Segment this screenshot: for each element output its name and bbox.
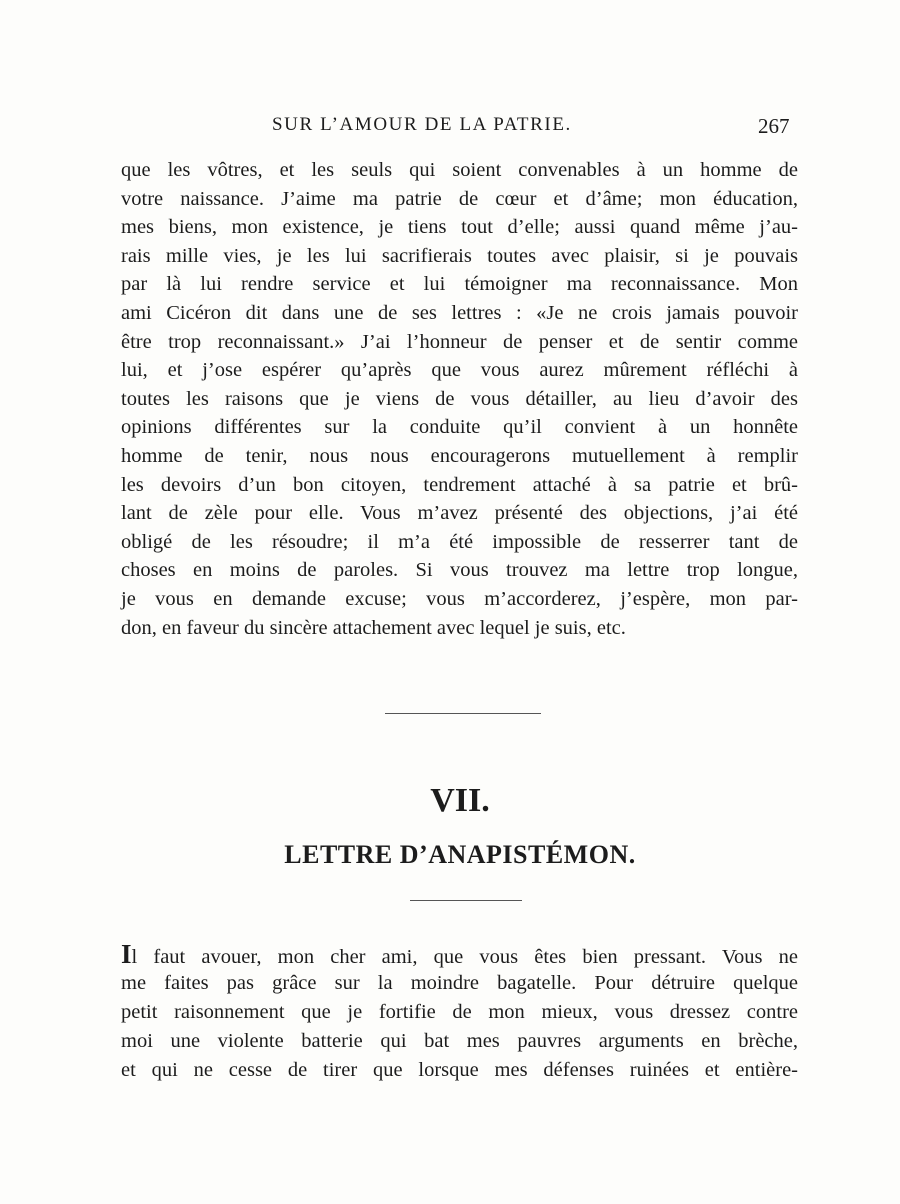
text-line: toutes les raisons que je viens de vous détailler, au lieu d’avoir des xyxy=(121,387,798,410)
text-line: lant de zèle pour elle. Vous m’avez présenté des objections, j’ai été xyxy=(121,502,798,525)
text-line-first xyxy=(121,940,798,969)
text-line: petit raisonnement que je fortifie de mon mieux, vous dressez contre xyxy=(121,1001,798,1023)
text-line: mes biens, mon existence, je tiens tout d’elle; aussi quand même j’au- xyxy=(121,216,798,239)
text-line: que les vôtres, et les seuls qui soient convenables à un homme de xyxy=(121,159,798,181)
section-title: LETTRE D’ANAPISTÉMON. xyxy=(284,840,636,869)
section-number: VII. xyxy=(430,782,490,819)
text-line: être trop reconnaissant.» J’ai l’honneur de penser et de sentir comme xyxy=(121,330,798,353)
drop-cap: I xyxy=(121,939,132,969)
section-divider xyxy=(385,713,541,714)
first-line-text: l faut avouer, mon cher ami, que vous êtes bien pressant. Vous ne xyxy=(131,946,798,968)
text-line: me faites pas grâce sur la moindre bagatelle. Pour détruire quelque xyxy=(121,972,798,994)
body-paragraph-2 xyxy=(121,940,798,1085)
text-line: lui, et j’ose espérer qu’après que vous aurez mûrement réfléchi à xyxy=(121,359,798,382)
text-line: rais mille vies, je les lui sacrifierais toutes avec plaisir, si je pouvais xyxy=(121,244,798,267)
text-line: les devoirs d’un bon citoyen, tendrement attaché à sa patrie et brû- xyxy=(121,473,798,496)
text-line: homme de tenir, nous nous encouragerons mutuellement à remplir xyxy=(121,444,798,467)
text-line: et qui ne cesse de tirer que lorsque mes défenses ruinées et entière- xyxy=(121,1059,798,1081)
text-line: choses en moins de paroles. Si vous trouvez ma lettre trop longue, xyxy=(121,559,798,582)
text-line: je vous en demande excuse; vous m’accorderez, j’espère, mon par- xyxy=(121,587,798,610)
text-line: ami Cicéron dit dans une de ses lettres : «Je ne crois jamais pouvoir xyxy=(121,301,798,324)
running-title: SUR L’AMOUR DE LA PATRIE. xyxy=(272,114,572,135)
text-line: obligé de les résoudre; il m’a été impossible de resserrer tant de xyxy=(121,530,798,553)
text-line: moi une violente batterie qui bat mes pauvres arguments en brèche, xyxy=(121,1030,798,1052)
text-line: votre naissance. J’aime ma patrie de cœur et d’âme; mon éducation, xyxy=(121,187,798,210)
text-line: par là lui rendre service et lui témoigner ma reconnaissance. Mon xyxy=(121,273,798,296)
text-line: opinions différentes sur la conduite qu’il convient à un honnête xyxy=(121,416,798,439)
page-number: 267 xyxy=(758,114,790,138)
body-paragraph-1 xyxy=(121,156,798,642)
text-line: don, en faveur du sincère attachement avec lequel je suis, etc. xyxy=(121,616,626,639)
title-underline xyxy=(410,900,522,901)
